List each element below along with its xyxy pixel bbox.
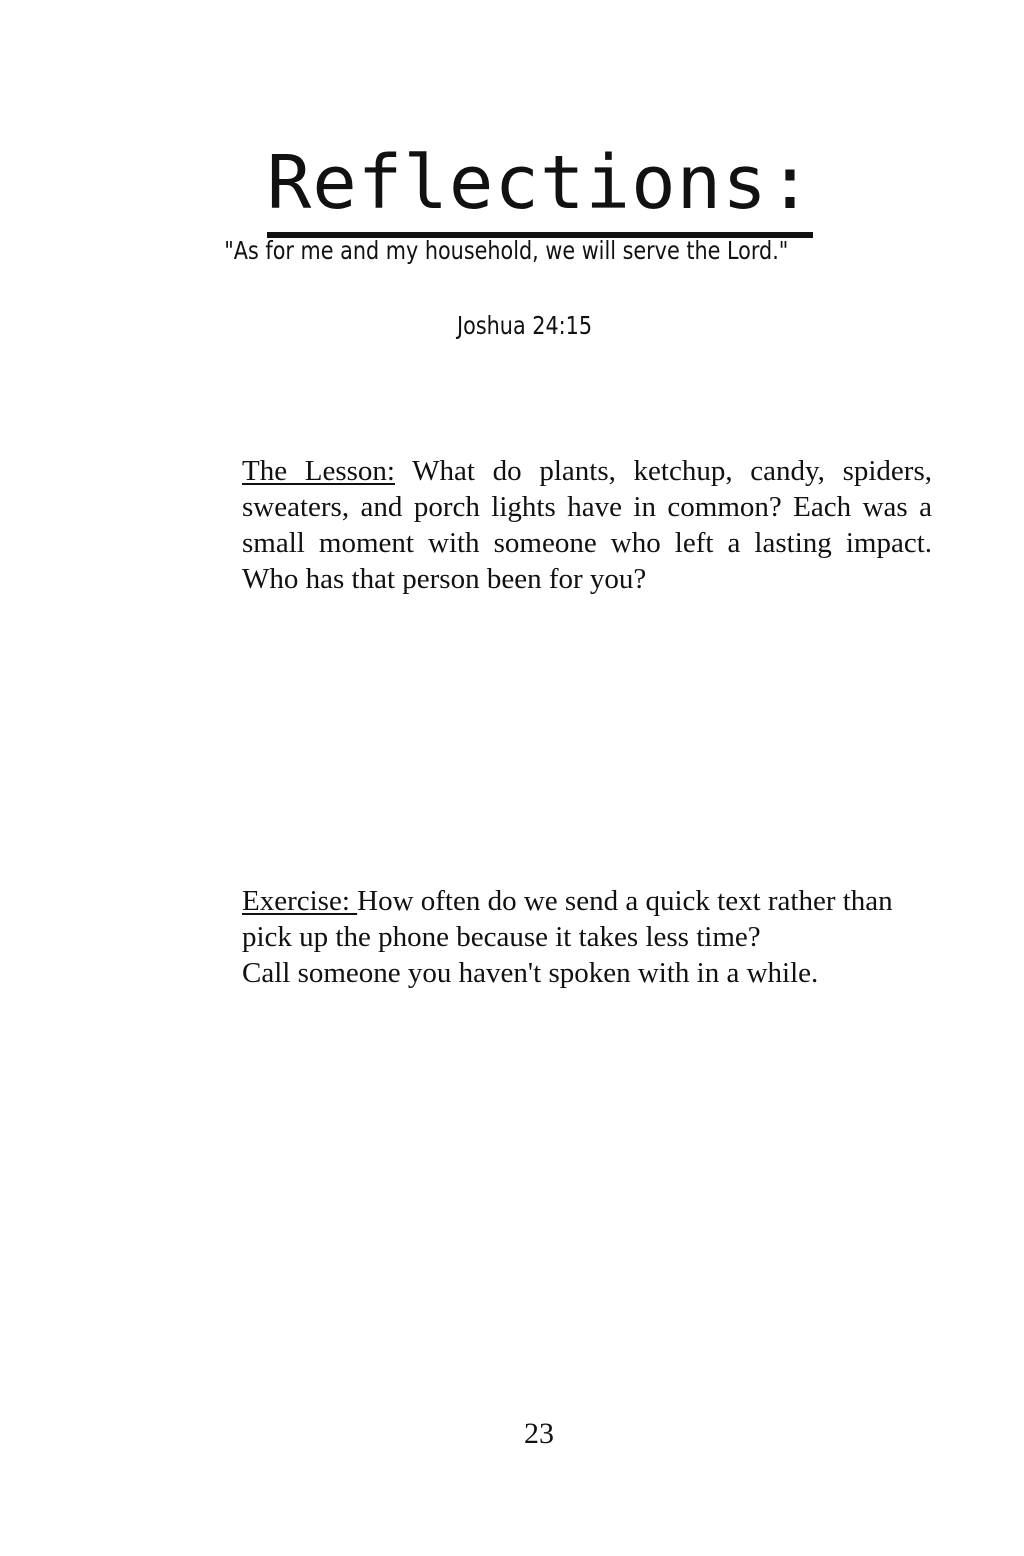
lesson-label: The Lesson: xyxy=(242,455,395,487)
scripture-quote: "As for me and my household, we will serve the Lord." xyxy=(224,236,789,265)
exercise-question: How often do we send a quick text rather than pick up the phone because it takes less time? xyxy=(242,885,893,953)
page-title-text: Reflections: xyxy=(267,146,814,238)
lesson-paragraph xyxy=(242,453,932,597)
lesson-text: What do plants, ketchup, candy, spiders, sweaters, and porch lights have in common? Each was a small moment with someone who left a lasting impact. Who has that person been for you? xyxy=(242,455,932,595)
exercise-label: Exercise: xyxy=(242,885,358,917)
scripture-citation: Joshua 24:15 xyxy=(457,311,593,340)
page-title xyxy=(0,139,1024,238)
exercise-instruction: Call someone you haven't spoken with in a while. xyxy=(242,957,819,989)
page-number: 23 xyxy=(524,1417,554,1450)
exercise-paragraph xyxy=(242,883,932,991)
